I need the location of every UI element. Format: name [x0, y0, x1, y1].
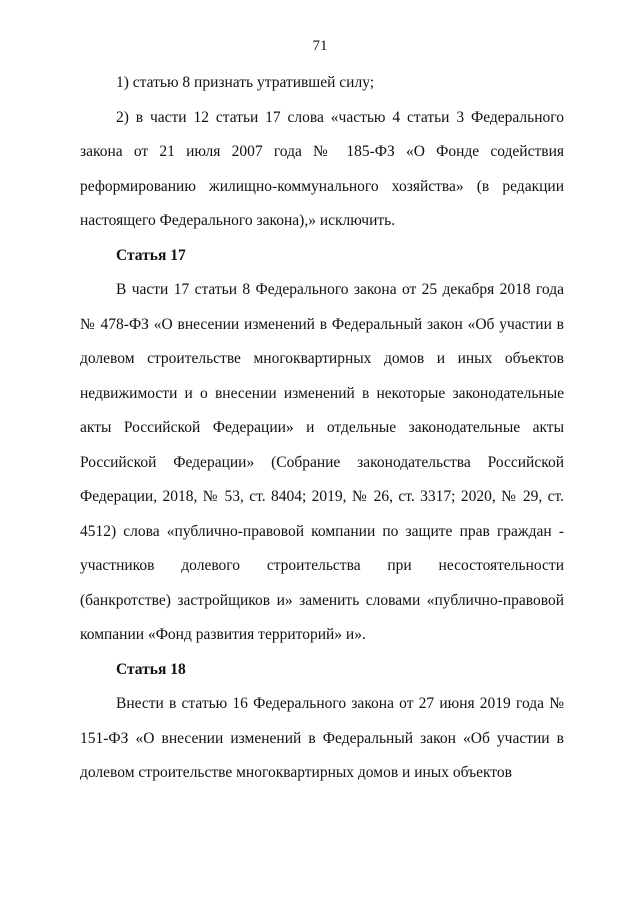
- paragraph-item-1: 1) статью 8 признать утратившей силу;: [116, 74, 375, 91]
- article-18-text: Внести в статью 16 Федерального закона от 27 июня 2019 года № 151-ФЗ «О внесении изменений в Федеральный закон «Об участии в долевом строительстве многоквартирных домов и иных объектов: [80, 695, 564, 781]
- article-18-heading: Статья 18: [116, 660, 186, 678]
- article-17-heading: Статья 17: [116, 246, 186, 264]
- paragraph-item-2: 2) в части 12 статьи 17 слова «частью 4 статьи 3 Федерального закона от 21 июля 2007 года № 185-ФЗ «О Фонде содействия реформированию жилищно-коммунального хозяйства» (в редакции настоящего Федерального закона),» исключить.: [80, 108, 564, 229]
- document-body: [80, 66, 564, 791]
- page-number: 71: [312, 38, 328, 54]
- article-17-text: В части 17 статьи 8 Федерального закона от 25 декабря 2018 года № 478-ФЗ «О внесении изменений в Федеральный закон «Об участии в долевом строительстве многоквартирных домов и иных объектов недвижимости и о внесении изменений в некоторые законодательные акты Российской Федерации» и отдельные законодательные акты Российской Федерации» (Собрание законодательства Российской Федерации, 2018, № 53, ст. 8404; 2019, № 26, ст. 3317; 2020, № 29, ст. 4512) слова «публично-правовой компании по защите прав граждан - участников долевого строительства при несостоятельности (банкротстве) застройщиков и» заменить словами «публично-правовой компании «Фонд развития территорий» и».: [80, 281, 564, 643]
